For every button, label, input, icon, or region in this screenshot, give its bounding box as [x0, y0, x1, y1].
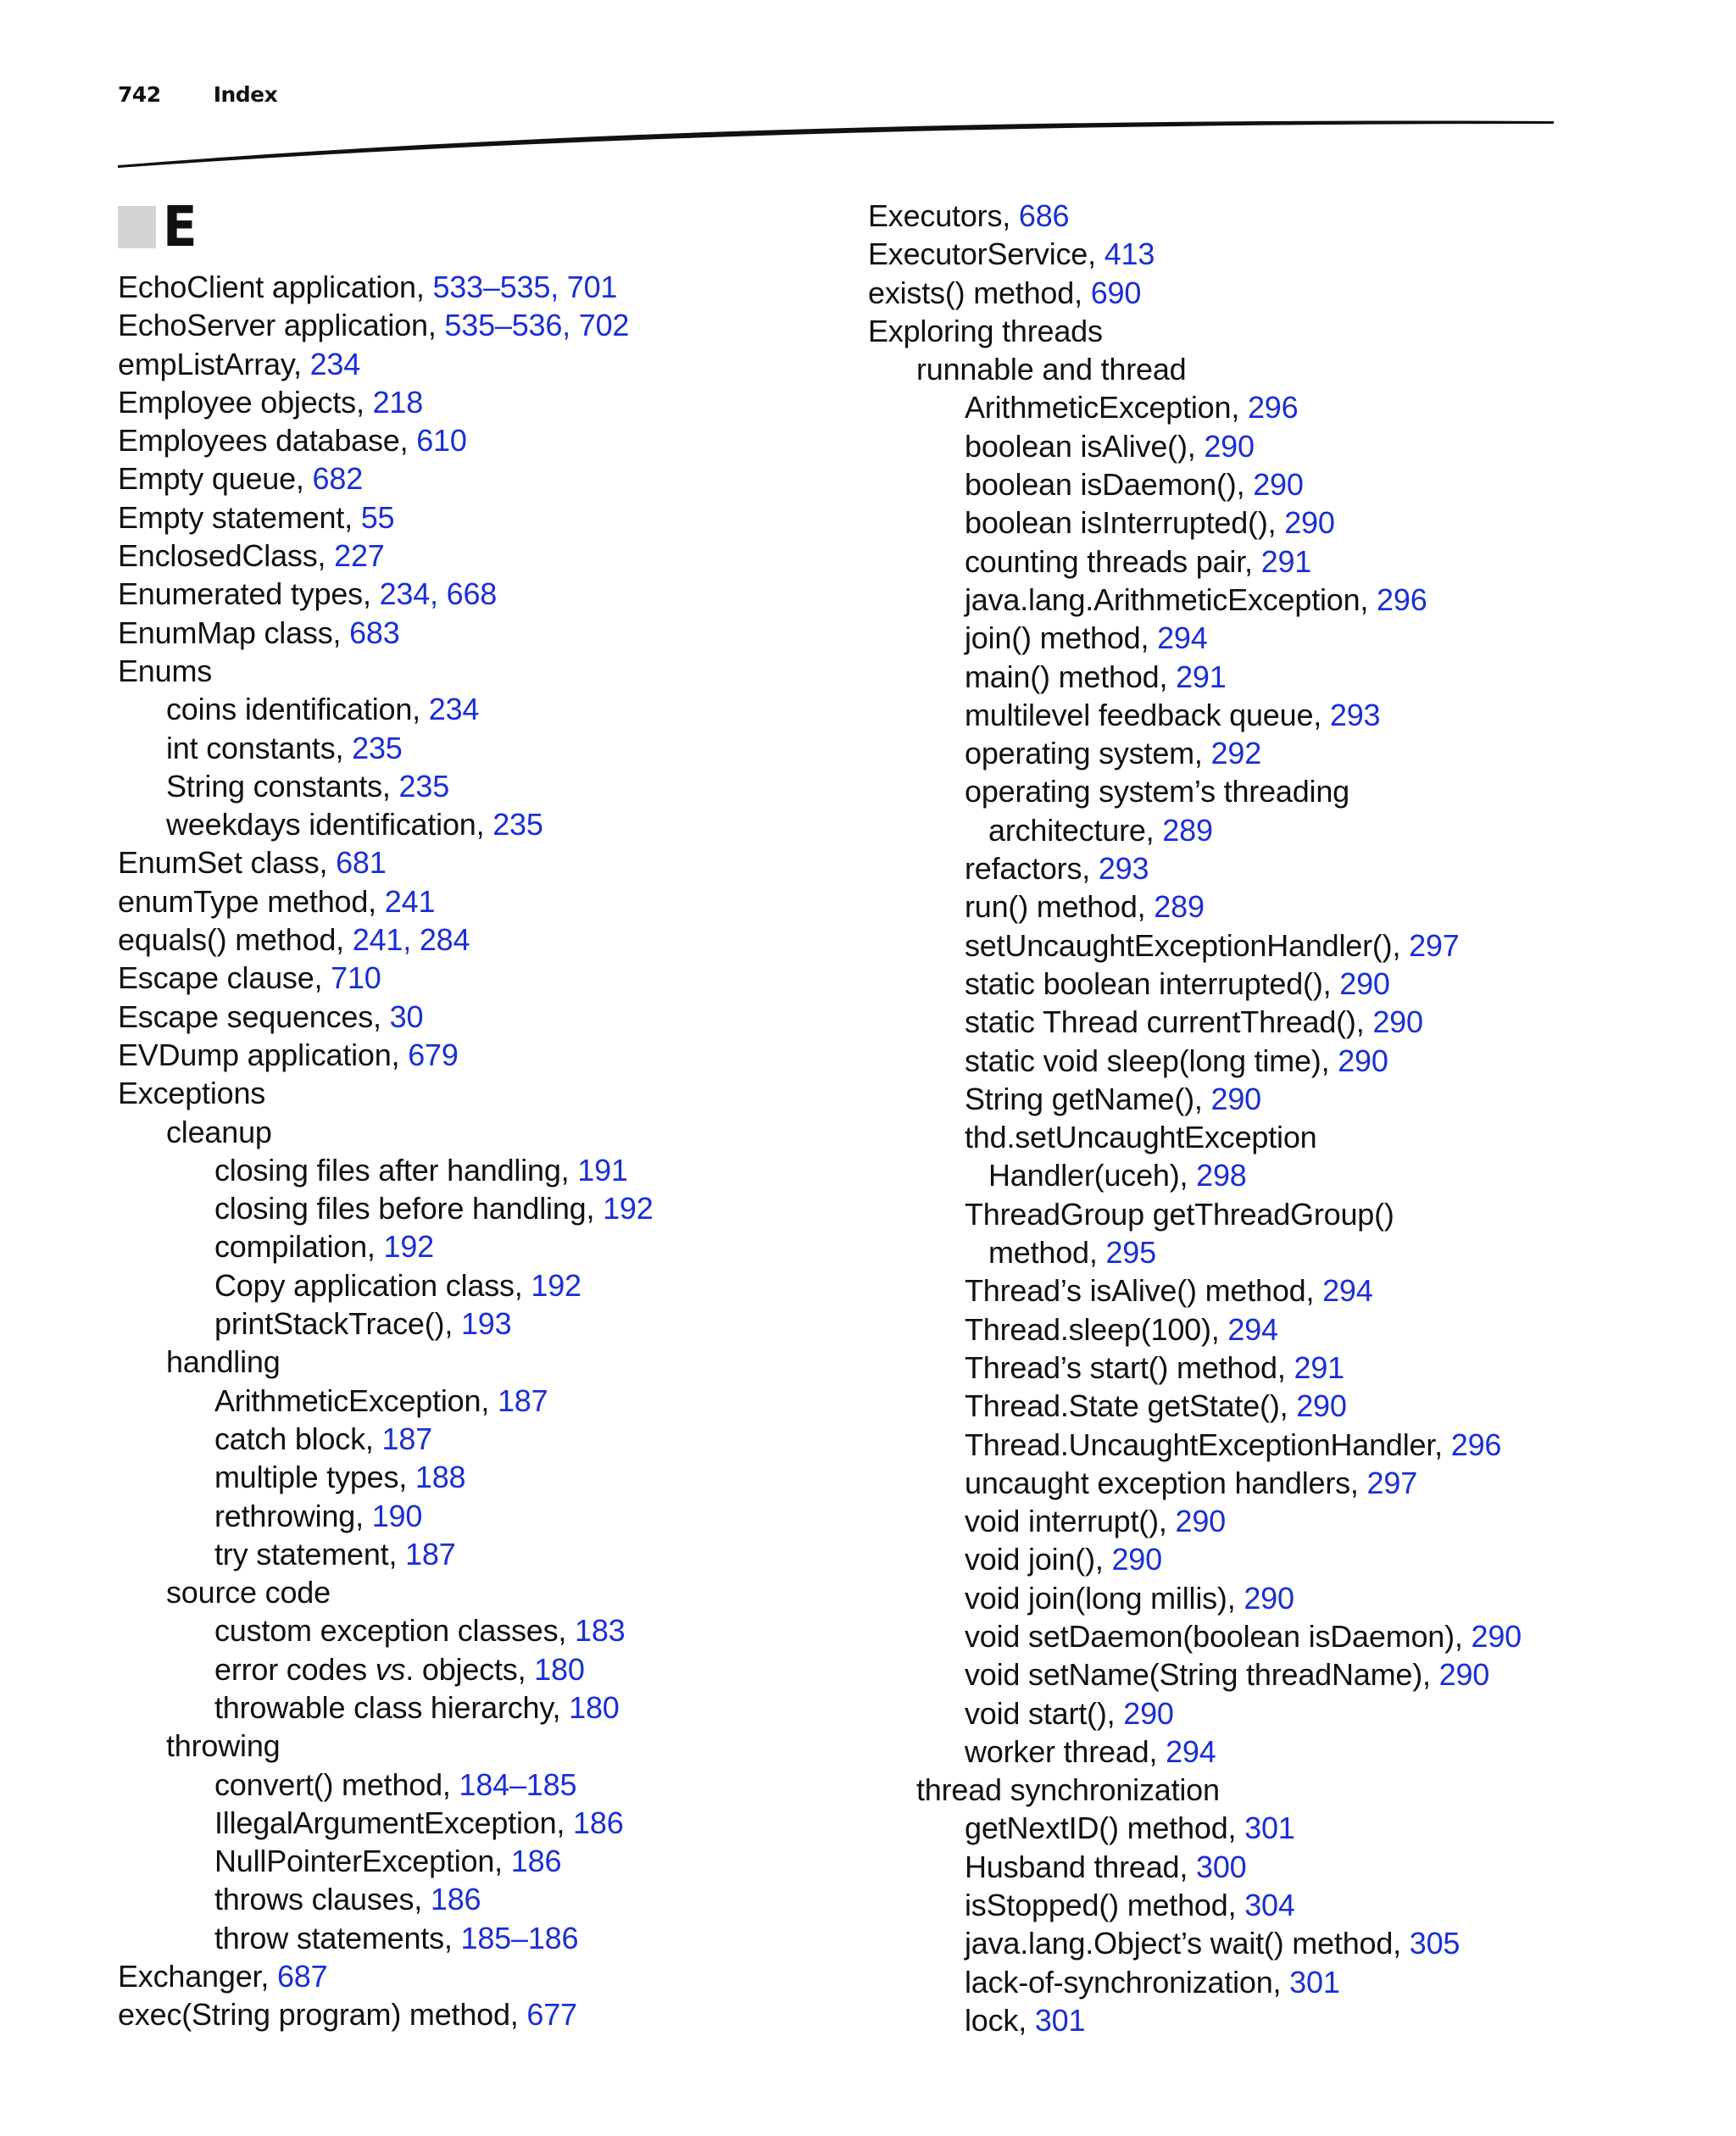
index-entry: [118, 1611, 654, 1649]
index-entry: [118, 1036, 654, 1074]
running-header: [118, 82, 277, 107]
index-term: EnclosedClass,: [118, 538, 335, 574]
running-title: Index: [213, 82, 278, 107]
page-reference-link[interactable]: 291: [1294, 1349, 1344, 1385]
index-entry: [118, 1497, 654, 1535]
index-term: ExecutorService,: [868, 236, 1104, 272]
index-term: String getName(),: [965, 1081, 1211, 1116]
page-reference-link[interactable]: 30: [389, 998, 424, 1034]
index-term: run() method,: [965, 889, 1155, 925]
index-entry: [868, 1540, 1522, 1578]
index-term: Exploring threads: [868, 313, 1103, 348]
index-term: EchoClient application,: [118, 270, 433, 304]
page-reference-link[interactable]: 291: [1260, 543, 1312, 579]
page-reference-link[interactable]: 301: [1244, 1811, 1295, 1846]
index-term: Empty statement,: [118, 499, 361, 535]
index-entry: [868, 1349, 1522, 1387]
index-term: Thread’s isAlive() method,: [965, 1273, 1323, 1309]
index-term: Thread’s start() method,: [965, 1349, 1294, 1385]
index-term: Employee objects,: [118, 384, 373, 420]
page-reference-link[interactable]: 305: [1409, 1926, 1461, 1961]
index-entry: [118, 383, 654, 421]
page-reference-link[interactable]: 290: [1471, 1618, 1522, 1654]
page-reference-link[interactable]: 294: [1227, 1311, 1278, 1347]
index-entry: [868, 197, 1522, 235]
index-term: custom exception classes,: [214, 1613, 575, 1649]
index-term: ThreadGroup getThreadGroup(): [965, 1196, 1394, 1232]
index-entry: [118, 998, 654, 1036]
index-entry: [868, 350, 1522, 388]
index-entry: [118, 1189, 654, 1227]
index-term: runnable and thread: [916, 352, 1187, 387]
index-term: thd.setUncaughtException: [965, 1120, 1317, 1155]
index-entry: [118, 537, 654, 575]
index-entry: [118, 1957, 654, 1995]
index-entry: [118, 498, 654, 537]
index-entry: [118, 921, 654, 959]
index-entry: [868, 1733, 1522, 1771]
index-entry: [868, 619, 1522, 657]
index-term: compilation,: [214, 1229, 384, 1265]
page-reference-link[interactable]: 192: [603, 1191, 654, 1227]
page-reference-link[interactable]: 192: [383, 1229, 434, 1265]
index-entry: [868, 1886, 1522, 1924]
page-reference-link[interactable]: 610: [416, 423, 467, 459]
index-term: closing files after handling,: [214, 1152, 578, 1188]
page-reference-link[interactable]: 290: [1175, 1504, 1226, 1539]
page-reference-link[interactable]: 290: [1284, 505, 1335, 541]
index-term: java.lang.Object’s wait() method,: [965, 1926, 1410, 1961]
page-reference-link[interactable]: 290: [1372, 1004, 1423, 1040]
index-entry: [868, 1233, 1522, 1271]
index-term: throw statements,: [214, 1920, 461, 1955]
index-entry: [868, 1310, 1522, 1349]
page-reference-link[interactable]: 413: [1104, 236, 1155, 272]
index-entry: [118, 1266, 654, 1304]
index-term: source code: [166, 1575, 331, 1610]
page-reference-link[interactable]: 235: [352, 730, 403, 765]
index-term: void setDaemon(boolean isDaemon),: [965, 1618, 1472, 1654]
index-entry: [118, 1727, 654, 1765]
index-term: exec(String program) method,: [118, 1997, 527, 2033]
index-term: EVDump application,: [118, 1037, 409, 1072]
page-reference-link[interactable]: 234: [428, 692, 480, 727]
index-entry: [868, 658, 1522, 696]
index-term: printStackTrace(),: [214, 1306, 461, 1342]
index-entry: [868, 811, 1522, 849]
index-term: Escape sequences,: [118, 998, 390, 1034]
page-reference-link[interactable]: 234, 668: [379, 576, 498, 612]
page-reference-link[interactable]: 296: [1247, 390, 1299, 426]
index-term: boolean isInterrupted(),: [965, 505, 1285, 541]
index-entry: [118, 1458, 654, 1496]
index-entry: [118, 1842, 654, 1880]
index-term: EnumMap class,: [118, 615, 350, 650]
index-entry: [118, 1880, 654, 1918]
page-reference-link[interactable]: 183: [575, 1613, 626, 1649]
page-reference-link[interactable]: 186: [510, 1844, 562, 1879]
page-reference-link[interactable]: 191: [577, 1152, 628, 1188]
index-term: architecture,: [988, 812, 1163, 848]
index-term: Escape clause,: [118, 960, 331, 996]
index-term: static boolean interrupted(),: [965, 965, 1340, 1001]
index-entry: [868, 427, 1522, 465]
index-term-rest: . objects,: [405, 1651, 535, 1687]
index-term: NullPointerException,: [214, 1844, 511, 1879]
index-term: boolean isDaemon(),: [965, 467, 1254, 503]
index-entry: [868, 1042, 1522, 1080]
index-entry: [868, 465, 1522, 503]
page-reference-link[interactable]: 677: [526, 1997, 577, 2033]
page-reference-link[interactable]: 180: [534, 1651, 585, 1687]
index-entry: [868, 581, 1522, 619]
index-term: IllegalArgumentException,: [214, 1805, 574, 1840]
index-entry: [118, 1688, 654, 1727]
page-reference-link[interactable]: 290: [1244, 1580, 1294, 1616]
index-entry: [118, 1804, 654, 1842]
index-term: multilevel feedback queue,: [965, 697, 1330, 732]
index-term: multiple types,: [214, 1460, 415, 1495]
index-term: convert() method,: [214, 1766, 459, 1802]
page-number: 742: [118, 82, 161, 107]
index-entry: [868, 2001, 1522, 2039]
index-entry: [868, 734, 1522, 772]
index-term: void join(),: [965, 1542, 1112, 1577]
page-reference-link[interactable]: 683: [349, 615, 400, 650]
index-entry: [118, 1650, 654, 1688]
index-entry: [868, 1426, 1522, 1464]
index-term: method,: [988, 1235, 1106, 1271]
index-term: thread synchronization: [916, 1772, 1220, 1808]
index-entry: [118, 345, 654, 383]
page-reference-link[interactable]: 185–186: [460, 1920, 579, 1955]
page-reference-link[interactable]: 293: [1098, 851, 1149, 887]
page-reference-link[interactable]: 710: [331, 960, 381, 996]
page-reference-link[interactable]: 297: [1409, 927, 1460, 963]
page-reference-link[interactable]: 294: [1157, 620, 1208, 656]
index-term: main() method,: [965, 659, 1177, 694]
page-reference-link[interactable]: 187: [497, 1382, 548, 1418]
page-reference-link[interactable]: 290: [1339, 965, 1390, 1001]
index-entry: [118, 421, 654, 459]
index-term: static void sleep(long time),: [965, 1043, 1338, 1078]
page-reference-link[interactable]: 301: [1034, 2002, 1086, 2038]
index-term: empListArray,: [118, 346, 310, 381]
index-entry: [118, 1304, 654, 1343]
page-reference-link[interactable]: 686: [1018, 198, 1070, 233]
index-term: boolean isAlive(),: [965, 428, 1205, 464]
index-term: error codes: [214, 1651, 376, 1687]
index-entry: [118, 729, 654, 767]
index-entry: [868, 274, 1522, 312]
index-entry: [118, 268, 654, 306]
page-reference-link[interactable]: 186: [430, 1882, 481, 1917]
index-term: lock,: [965, 2002, 1035, 2038]
index-entry: [118, 843, 654, 882]
index-term: ArithmeticException,: [965, 390, 1248, 426]
index-entry: [118, 1343, 654, 1381]
index-term: Enumerated types,: [118, 576, 380, 612]
index-term: void setName(String threadName),: [965, 1657, 1439, 1693]
index-entry: [118, 1227, 654, 1265]
index-entry: [118, 652, 654, 690]
page-reference-link[interactable]: 290: [1438, 1657, 1490, 1693]
index-entry: [868, 696, 1522, 734]
index-entry: [868, 1848, 1522, 1886]
index-entry: [868, 1655, 1522, 1694]
index-entry: [868, 1809, 1522, 1847]
index-term: closing files before handling,: [214, 1191, 604, 1227]
index-entry: [118, 1382, 654, 1420]
section-marker-box: [118, 206, 156, 248]
index-entry: [868, 965, 1522, 1003]
page-reference-link[interactable]: 227: [334, 538, 385, 574]
index-entry: [868, 1502, 1522, 1540]
page-reference-link[interactable]: 180: [569, 1689, 620, 1725]
page-reference-link[interactable]: 292: [1210, 736, 1262, 771]
index-term: java.lang.ArithmeticException,: [965, 581, 1377, 617]
index-entry: [118, 1995, 654, 2033]
index-term: Executors,: [868, 198, 1019, 233]
index-term: String constants,: [166, 768, 399, 804]
index-term: void join(long millis),: [965, 1580, 1244, 1616]
page-reference-link[interactable]: 291: [1176, 659, 1227, 694]
index-term: setUncaughtExceptionHandler(),: [965, 927, 1410, 963]
index-entry: [118, 805, 654, 843]
index-term: throws clauses,: [214, 1882, 431, 1917]
index-entry: [118, 614, 654, 652]
page-reference-link[interactable]: 290: [1210, 1081, 1261, 1116]
index-term: ArithmeticException,: [214, 1382, 498, 1418]
index-entry: [868, 1464, 1522, 1502]
index-term: catch block,: [214, 1421, 382, 1456]
index-term: Copy application class,: [214, 1267, 531, 1303]
index-term: Handler(uceh),: [988, 1158, 1197, 1193]
index-entry: [868, 849, 1522, 887]
index-term: Thread.State getState(),: [965, 1388, 1297, 1424]
index-term: handling: [166, 1344, 281, 1380]
index-term: Empty queue,: [118, 461, 313, 497]
page-reference-link[interactable]: 290: [1204, 428, 1255, 464]
index-entry: [118, 1919, 654, 1957]
page-reference-link[interactable]: 290: [1296, 1388, 1347, 1424]
index-entry: [868, 503, 1522, 542]
index-term: uncaught exception handlers,: [965, 1465, 1367, 1500]
index-term: operating system,: [965, 736, 1211, 771]
page-reference-link[interactable]: 290: [1253, 467, 1304, 503]
index-term: int constants,: [166, 730, 353, 765]
page-reference-link[interactable]: 290: [1123, 1695, 1174, 1731]
index-term: Exchanger,: [118, 1959, 277, 1994]
page-reference-link[interactable]: 535–536, 702: [444, 308, 630, 343]
index-entry: [118, 575, 654, 613]
index-term: throwing: [166, 1728, 281, 1764]
page-reference-link[interactable]: 241, 284: [352, 922, 470, 958]
page-reference-link[interactable]: 234: [309, 346, 361, 381]
page-reference-link[interactable]: 235: [492, 807, 543, 843]
page-reference-link[interactable]: 294: [1322, 1273, 1373, 1309]
index-term: enumType method,: [118, 883, 385, 919]
index-term: weekdays identification,: [166, 807, 493, 843]
index-entry: [868, 772, 1522, 810]
section-heading: [118, 194, 201, 259]
page-reference-link[interactable]: 681: [336, 845, 387, 881]
index-entry: [868, 542, 1522, 581]
index-entry: [118, 1113, 654, 1151]
index-term: coins identification,: [166, 692, 429, 727]
index-term-italic: vs: [375, 1651, 406, 1687]
index-term: worker thread,: [965, 1733, 1166, 1769]
index-entry: [868, 235, 1522, 273]
index-column-left: [118, 268, 654, 2034]
page-reference-link[interactable]: 293: [1329, 697, 1381, 732]
index-term: throwable class hierarchy,: [214, 1689, 570, 1725]
index-column-right: [868, 197, 1522, 2039]
index-term: void start(),: [965, 1695, 1124, 1731]
index-entry: [118, 690, 654, 728]
index-entry: [868, 1080, 1522, 1118]
index-term: operating system’s threading: [965, 774, 1349, 809]
index-entry: [868, 1963, 1522, 2001]
page-reference-link[interactable]: 190: [371, 1498, 423, 1533]
index-term: refactors,: [965, 851, 1099, 887]
index-entry: [868, 1271, 1522, 1310]
index-entry: [868, 1118, 1522, 1156]
index-term: EnumSet class,: [118, 845, 337, 881]
index-entry: [118, 1074, 654, 1112]
index-term: rethrowing,: [214, 1498, 372, 1533]
page-reference-link[interactable]: 289: [1162, 812, 1213, 848]
index-term: Employees database,: [118, 423, 417, 459]
page-reference-link[interactable]: 193: [460, 1306, 512, 1342]
page-reference-link[interactable]: 533–535, 701: [432, 270, 618, 304]
index-entry: [868, 1387, 1522, 1425]
index-term: exists() method,: [868, 275, 1091, 310]
page-reference-link[interactable]: 304: [1244, 1888, 1295, 1923]
page-reference-link[interactable]: 290: [1111, 1542, 1162, 1577]
index-term: EchoServer application,: [118, 308, 445, 343]
index-term: lack-of-synchronization,: [965, 1964, 1290, 2000]
index-term: join() method,: [965, 620, 1158, 656]
index-entry: [118, 959, 654, 997]
index-entry: [118, 1151, 654, 1189]
index-entry: [118, 1766, 654, 1804]
page-reference-link[interactable]: 296: [1450, 1427, 1502, 1462]
index-entry: [868, 1156, 1522, 1194]
index-entry: [868, 1579, 1522, 1617]
index-entry: [118, 882, 654, 921]
page-reference-link[interactable]: 55: [360, 499, 395, 535]
page-reference-link[interactable]: 301: [1289, 1964, 1340, 2000]
page-reference-link[interactable]: 296: [1377, 581, 1427, 617]
index-entry: [868, 312, 1522, 350]
page-reference-link[interactable]: 682: [312, 461, 364, 497]
index-entry: [868, 1195, 1522, 1233]
page-reference-link[interactable]: 188: [415, 1460, 466, 1495]
page-reference-link[interactable]: 295: [1105, 1235, 1156, 1271]
page-reference-link[interactable]: 298: [1196, 1158, 1247, 1193]
index-term: Husband thread,: [965, 1849, 1196, 1884]
index-entry: [118, 306, 654, 344]
page-reference-link[interactable]: 690: [1090, 275, 1142, 310]
index-term: isStopped() method,: [965, 1888, 1245, 1923]
page-reference-link[interactable]: 687: [276, 1959, 328, 1994]
index-term: Enums: [118, 653, 213, 688]
page-reference-link[interactable]: 297: [1366, 1465, 1418, 1500]
index-entry: [118, 767, 654, 805]
index-term: void interrupt(),: [965, 1504, 1176, 1539]
page-reference-link[interactable]: 187: [381, 1421, 432, 1456]
index-entry: [118, 1420, 654, 1458]
index-term: cleanup: [166, 1114, 272, 1149]
index-term: Thread.sleep(100),: [965, 1311, 1228, 1347]
page-reference-link[interactable]: 300: [1196, 1849, 1247, 1884]
index-entry: [868, 1003, 1522, 1041]
page-reference-link[interactable]: 241: [384, 883, 436, 919]
index-entry: [868, 1771, 1522, 1809]
page-reference-link[interactable]: 235: [398, 768, 450, 804]
page-reference-link[interactable]: 187: [405, 1536, 456, 1571]
index-term: getNextID() method,: [965, 1811, 1245, 1846]
page-reference-link[interactable]: 186: [573, 1805, 624, 1840]
index-entry: [868, 887, 1522, 926]
page-reference-link[interactable]: 289: [1154, 889, 1205, 925]
index-entry: [868, 388, 1522, 426]
section-letter: E: [163, 194, 198, 259]
index-term: equals() method,: [118, 922, 353, 958]
page-reference-link[interactable]: 679: [408, 1037, 459, 1072]
index-entry: [118, 1535, 654, 1573]
index-term: try statement,: [214, 1536, 406, 1571]
page-reference-link[interactable]: 192: [531, 1267, 581, 1303]
index-entry: [118, 459, 654, 498]
page-reference-link[interactable]: 184–185: [459, 1766, 577, 1802]
page-reference-link[interactable]: 218: [372, 384, 424, 420]
index-entry: [868, 926, 1522, 965]
index-term: counting threads pair,: [965, 543, 1261, 579]
page-reference-link[interactable]: 294: [1166, 1733, 1216, 1769]
index-term: static Thread currentThread(),: [965, 1004, 1373, 1040]
index-entry: [868, 1924, 1522, 1962]
index-entry: [868, 1617, 1522, 1655]
index-entry: [118, 1573, 654, 1611]
index-term: Exceptions: [118, 1076, 266, 1111]
index-term: Thread.UncaughtExceptionHandler,: [965, 1427, 1451, 1462]
index-entry: [868, 1694, 1522, 1733]
page-reference-link[interactable]: 290: [1338, 1043, 1388, 1078]
